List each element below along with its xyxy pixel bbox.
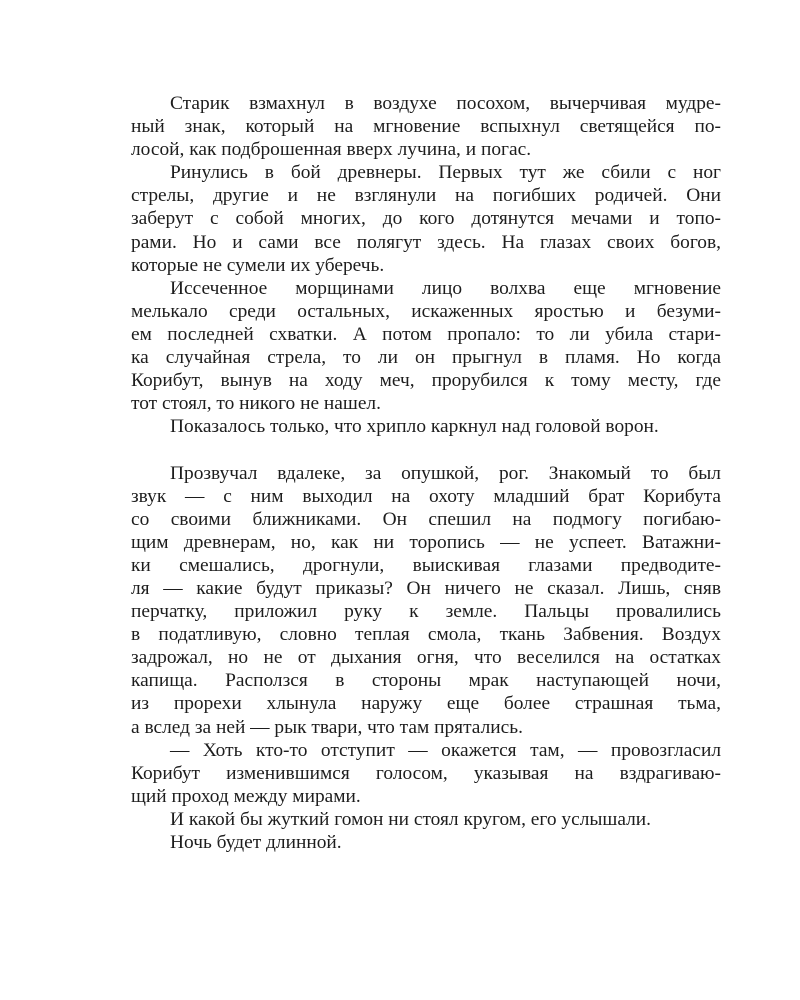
text-line: ки смешались, дрогнули, выискивая глазами предводите- bbox=[131, 554, 721, 576]
text-line: стрелы, другие и не взглянули на погибших родичей. Они bbox=[131, 185, 721, 207]
text-line: щий проход между мирами. bbox=[131, 785, 361, 807]
text-line: щим древнерам, но, как ни торопись — не успеет. Ватажни- bbox=[131, 531, 721, 553]
paragraph bbox=[131, 831, 721, 854]
text-line: которые не сумели их уберечь. bbox=[131, 254, 385, 276]
text-line: ля — какие будут приказы? Он ничего не сказал. Лишь, сняв bbox=[131, 577, 721, 599]
text-line: Корибут изменившимся голосом, указывая на вздрагиваю- bbox=[131, 762, 721, 784]
text-line: рами. Но и сами все полягут здесь. На глазах своих богов, bbox=[131, 231, 721, 253]
paragraph bbox=[131, 808, 721, 831]
paragraph bbox=[131, 161, 721, 276]
text-line: мелькало среди остальных, искаженных яростью и безуми- bbox=[131, 300, 721, 322]
text-line: перчатку, приложил руку к земле. Пальцы провалились bbox=[131, 601, 721, 623]
paragraph bbox=[131, 415, 721, 438]
paragraph bbox=[131, 739, 721, 808]
text-line: в податливую, словно теплая смола, ткань Забвения. Воздух bbox=[131, 624, 721, 646]
text-line: лосой, как подброшенная вверх лучина, и погас. bbox=[131, 139, 532, 161]
text-line: Ринулись в бой древнеры. Первых тут же сбили с ног bbox=[170, 162, 721, 184]
text-line: Корибут, вынув на ходу меч, прорубился к тому месту, где bbox=[131, 370, 721, 392]
text-line: Иссеченное морщинами лицо волхва еще мгновение bbox=[170, 277, 721, 299]
text-line: заберут с собой многих, до кого дотянутся мечами и топо- bbox=[131, 208, 721, 230]
text-line: задрожал, но не от дыхания огня, что веселился на остатках bbox=[131, 647, 721, 669]
text-line: Ночь будет длинной. bbox=[170, 832, 342, 853]
text-line: ка случайная стрела, то ли он прыгнул в пламя. Но когда bbox=[131, 347, 721, 369]
text-line: ем последней схватки. А потом пропало: то ли убила стари- bbox=[131, 323, 721, 345]
text-line: звук — с ним выходил на охоту младший брат Корибута bbox=[131, 485, 721, 507]
text-line: а вслед за ней — рык твари, что там прятались. bbox=[131, 716, 523, 738]
paragraph bbox=[131, 92, 721, 161]
text-line: Старик взмахнул в воздухе посохом, вычерчивая мудре- bbox=[170, 93, 721, 114]
text-line: ный знак, который на мгновение вспыхнул светящейся по- bbox=[131, 116, 721, 138]
page-text bbox=[131, 92, 721, 854]
text-line: со своими ближниками. Он спешил на подмогу погибаю- bbox=[131, 508, 721, 530]
section-break bbox=[131, 438, 721, 461]
text-line: Прозвучал вдалеке, за опушкой, рог. Знакомый то был bbox=[170, 462, 721, 484]
text-line: тот стоял, то никого не нашел. bbox=[131, 393, 381, 415]
paragraph bbox=[131, 277, 721, 416]
text-line: из прорехи хлынула наружу еще более страшная тьма, bbox=[131, 693, 721, 715]
paragraph bbox=[131, 462, 721, 739]
text-line: И какой бы жуткий гомон ни стоял кругом, его услышали. bbox=[170, 808, 652, 830]
text-line: капища. Расползся в стороны мрак наступающей ночи, bbox=[131, 670, 721, 692]
text-line: — Хоть кто-то отступит — окажется там, — провозгласил bbox=[170, 739, 721, 761]
text-line: Показалось только, что хрипло каркнул над головой ворон. bbox=[170, 416, 659, 438]
